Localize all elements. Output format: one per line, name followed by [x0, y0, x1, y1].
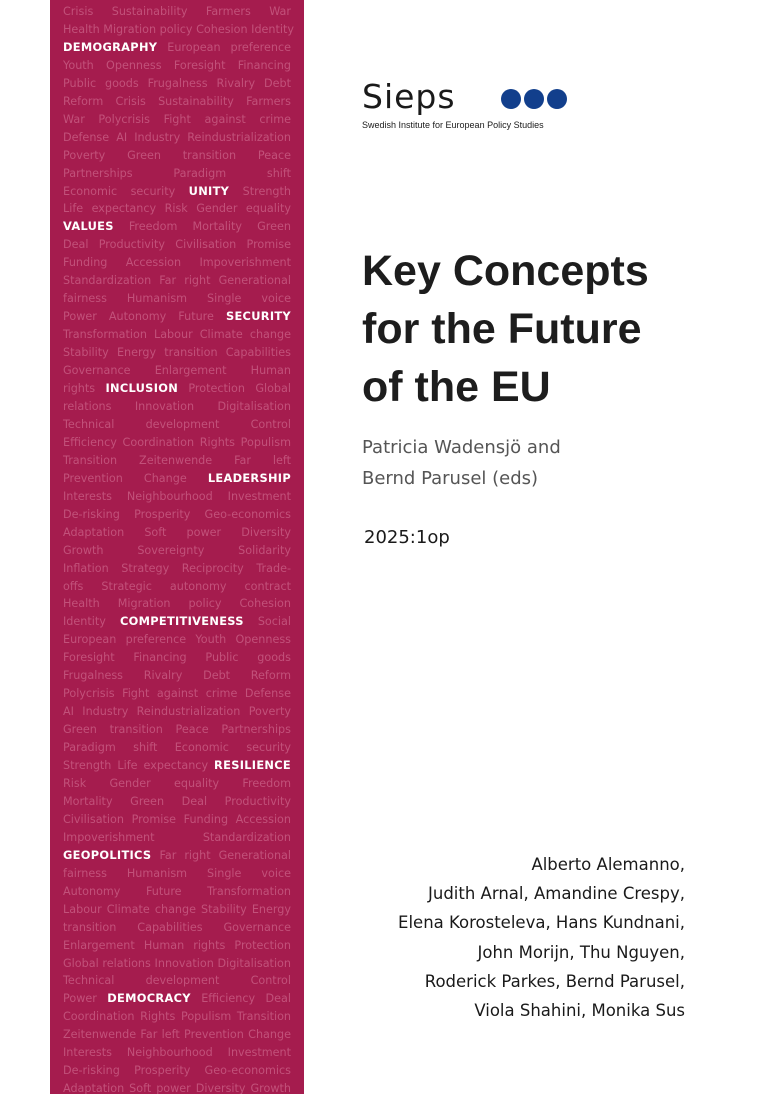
keyword-term: Risk: [164, 202, 188, 216]
keyword-term: Economic: [63, 184, 118, 198]
keyword-term: Interests: [63, 1046, 112, 1060]
keyword-term: Paradigm: [173, 166, 227, 180]
keyword-term: equality: [245, 202, 291, 216]
keyword-term: Social: [257, 615, 291, 629]
keyword-term: Autonomy: [108, 310, 167, 324]
keyword-term: Farmers: [205, 5, 251, 18]
authors-line: Roderick Parkes, Bernd Parusel,: [424, 971, 685, 991]
wordcloud-line: [63, 811, 291, 829]
keyword-term: Change: [143, 471, 187, 485]
keyword-term: Deal: [265, 992, 292, 1006]
title-line: Key Concepts: [362, 247, 649, 295]
keyword-term: Growth: [63, 543, 104, 557]
wordcloud-line: [63, 21, 295, 39]
keyword-term: Humanism: [126, 292, 188, 306]
keyword-term: Future: [178, 310, 214, 324]
editors: [362, 432, 561, 494]
keyword-highlight: SECURITY: [225, 309, 291, 324]
wordcloud-line: [63, 883, 291, 901]
keyword-term: Cohesion: [239, 597, 291, 611]
keyword-term: Public: [205, 651, 239, 665]
keyword-highlight: UNITY: [188, 183, 230, 198]
keyword-term: Reform: [250, 669, 292, 683]
keyword-term: Inflation: [63, 561, 109, 575]
wordcloud-line: [63, 775, 291, 793]
keyword-term: expectancy: [91, 202, 157, 216]
keyword-term: Partnerships: [63, 166, 133, 180]
keyword-term: Control: [250, 974, 292, 988]
keyword-term: Freedom: [128, 220, 178, 234]
keyword-term: Impoverishment: [63, 830, 155, 844]
keyword-term: Health: [63, 597, 100, 611]
keyword-term: Transformation Labour Climate change: [63, 328, 291, 342]
keyword-term: Mortality: [63, 794, 113, 808]
wordcloud-line: [63, 955, 291, 973]
keyword-term: Sovereignty: [137, 543, 205, 557]
authors-line: Judith Arnal, Amandine Crespy,: [428, 884, 685, 904]
keyword-term: Autonomy: [63, 884, 121, 898]
keyword-term: Neighbourhood: [126, 1046, 213, 1060]
keyword-cloud: [63, 3, 295, 1094]
wordcloud-line: [63, 39, 291, 57]
keyword-term: Capabilities: [137, 920, 203, 934]
keyword-term: Migration: [117, 597, 171, 611]
wordcloud-line: [63, 613, 291, 631]
wordcloud-line: [63, 685, 291, 703]
title-line: of the EU: [362, 363, 551, 411]
authors-line: John Morijn, Thu Nguyen,: [477, 942, 685, 962]
authors-line: Viola Shahini, Monika Sus: [474, 1001, 685, 1021]
keyword-term: security: [246, 741, 291, 755]
wordcloud-line: [63, 560, 291, 578]
keyword-term: autonomy: [169, 579, 227, 593]
wordcloud-line: [63, 362, 291, 380]
keyword-highlight: DEMOGRAPHY: [63, 39, 158, 54]
wordcloud-line: [63, 3, 291, 21]
keyword-term: transition: [63, 920, 117, 934]
keyword-term: War: [63, 112, 85, 126]
keyword-highlight: RESILIENCE: [214, 758, 291, 773]
logo-dots: [501, 89, 567, 109]
editors-line: Bernd Parusel (eds): [362, 468, 539, 489]
keyword-term: Green: [257, 220, 291, 234]
keyword-term: Governance: [223, 920, 292, 934]
keyword-term: European preference: [167, 40, 291, 54]
wordcloud-line: [63, 470, 291, 488]
keyword-term: Crisis: [63, 5, 94, 18]
keyword-term: left: [272, 453, 291, 467]
wordcloud-line: [63, 847, 291, 865]
keyword-term: crime: [259, 112, 291, 126]
wordcloud-line: [63, 793, 291, 811]
keyword-term: Paradigm: [63, 741, 116, 755]
wordcloud-line: [63, 919, 291, 937]
wordcloud-line: [63, 901, 291, 919]
keyword-term: Deal: [181, 794, 208, 808]
keyword-term: Adaptation: [63, 525, 125, 539]
wordcloud-line: [63, 200, 291, 218]
keyword-term: relations: [63, 399, 112, 413]
keyword-term: Rivalry: [216, 76, 256, 90]
keyword-term: Trade-: [256, 561, 292, 575]
wordcloud-line: [63, 93, 291, 111]
keyword-term: Risk: [63, 776, 87, 790]
keyword-term: Geo-economics: [204, 1064, 291, 1078]
keyword-term: Zeitenwende: [139, 453, 213, 467]
keyword-highlight: COMPETITIVENESS: [119, 614, 244, 629]
wordcloud-line: [63, 972, 291, 990]
keyword-term: Poverty: [63, 148, 106, 162]
keyword-term: Strategic: [101, 579, 152, 593]
keyword-term: Geo-economics: [204, 507, 291, 521]
keyword-term: Deal: [63, 238, 89, 252]
wordcloud-line: [63, 165, 291, 183]
keyword-term: Standardization: [63, 274, 152, 288]
wordcloud-line: [63, 595, 291, 613]
keyword-term: Civilisation: [175, 238, 237, 252]
wordcloud-line: [63, 398, 291, 416]
keyword-term: De-risking: [63, 1064, 120, 1078]
keyword-term: Protection: [188, 382, 245, 396]
keyword-term: Identity: [63, 615, 106, 629]
keyword-term: Reform: [63, 94, 104, 108]
keyword-term: Transition: [63, 453, 118, 467]
wordcloud-line: [63, 236, 291, 254]
wordcloud-line: [63, 272, 291, 290]
keyword-term: fairness: [63, 292, 107, 306]
wordcloud-line: [63, 129, 291, 147]
wordcloud-line: [63, 57, 291, 75]
logo-wordmark: Sieps: [362, 77, 456, 116]
keyword-term: Frugalness: [147, 76, 208, 90]
keyword-term: Funding: [63, 256, 108, 270]
keyword-term: fairness: [63, 866, 107, 880]
keyword-term: Efficiency Coordination Rights Populism: [63, 435, 291, 449]
keyword-term: Governance: [63, 364, 131, 378]
keyword-term: Prosperity: [134, 1064, 191, 1078]
keyword-term: Fight: [163, 112, 191, 126]
wordcloud-line: [63, 578, 291, 596]
keyword-term: Soft: [144, 525, 167, 539]
logo-dot-icon: [501, 89, 521, 109]
keyword-term: Prevention: [63, 471, 123, 485]
keyword-term: Productivity: [98, 238, 166, 252]
wordcloud-line: [63, 434, 291, 452]
wordcloud-line: [63, 290, 291, 308]
wordcloud-line: [63, 1080, 291, 1094]
keyword-term: Standardization: [202, 830, 291, 844]
keyword-term: Financing: [237, 58, 291, 72]
keyword-highlight: LEADERSHIP: [207, 470, 291, 485]
keyword-term: Far: [234, 453, 251, 467]
wordcloud-line: [63, 344, 291, 362]
wordcloud-line: [63, 308, 291, 326]
wordcloud-line: [63, 75, 291, 93]
keyword-term: Future: [145, 884, 182, 898]
logo-dot-icon: [524, 89, 544, 109]
keyword-term: Economic: [174, 741, 229, 755]
keyword-term: Productivity: [224, 794, 291, 808]
keyword-term: Coordination Rights Populism Transition: [63, 1010, 291, 1024]
keyword-term: Diversity: [241, 525, 292, 539]
wordcloud-line: [63, 218, 291, 236]
keyword-term: Rivalry: [143, 669, 183, 683]
wordcloud-line: [63, 326, 291, 344]
keyword-term: Zeitenwende Far left Prevention Change: [63, 1028, 291, 1042]
sieps-logo: [362, 77, 544, 130]
wordcloud-line: [63, 111, 291, 129]
wordcloud-line: [63, 183, 291, 201]
wordcloud-line: [63, 757, 291, 775]
logo-subtitle: Swedish Institute for European Policy Studies: [362, 120, 544, 130]
keyword-term: Sustainability: [158, 94, 234, 108]
keyword-term: power: [186, 525, 222, 539]
wordcloud-line: [63, 488, 291, 506]
keyword-term: Power: [63, 992, 97, 1006]
wordcloud-line: [63, 524, 291, 542]
keyword-term: goods: [257, 651, 291, 665]
keyword-term: European preference Youth Openness: [63, 633, 291, 647]
keyword-term: Strength Life expectancy: [63, 759, 209, 773]
keyword-term: Single: [207, 866, 242, 880]
keyword-term: policy: [188, 597, 222, 611]
logo-dot-icon: [547, 89, 567, 109]
keyword-term: Strength: [242, 184, 292, 198]
keyword-term: Crisis: [115, 94, 146, 108]
keyword-term: shift: [133, 741, 158, 755]
wordcloud-line: [63, 147, 291, 165]
wordcloud-line: [63, 937, 291, 955]
wordcloud-line: [63, 739, 291, 757]
keyword-term: development: [145, 417, 220, 431]
keyword-term: War: [269, 5, 292, 18]
wordcloud-line: [63, 703, 291, 721]
keyword-term: Gender: [109, 776, 151, 790]
keyword-term: Health Migration policy Cohesion Identity: [63, 22, 295, 36]
wordcloud-line: [63, 506, 291, 524]
keyword-term: Debt: [264, 76, 292, 90]
editors-line: Patricia Wadensjö and: [362, 437, 561, 458]
keyword-term: Polycrisis Fight against crime Defense: [63, 687, 291, 701]
keyword-term: shift: [266, 166, 292, 180]
authors-line: Elena Korosteleva, Hans Kundnani,: [398, 913, 685, 933]
wordcloud-line: [63, 990, 291, 1008]
keyword-term: Strategy: [121, 561, 170, 575]
keyword-term: Technical: [63, 974, 115, 988]
keyword-term: Civilisation Promise Funding Accession: [63, 812, 291, 826]
keyword-term: Polycrisis: [98, 112, 150, 126]
wordcloud-line: [63, 416, 291, 434]
keyword-term: Foresight: [63, 651, 115, 665]
wordcloud-line: [63, 865, 291, 883]
keyword-term: Reciprocity: [181, 561, 244, 575]
keyword-term: Youth: [63, 58, 94, 72]
keyword-term: Innovation: [134, 399, 195, 413]
keyword-term: Humanism: [126, 866, 188, 880]
keyword-term: equality: [173, 776, 220, 790]
wordcloud-line: [63, 254, 291, 272]
keyword-term: Transformation: [207, 884, 292, 898]
wordcloud-line: [63, 721, 291, 739]
keyword-term: Digitalisation: [217, 399, 291, 413]
keyword-term: transition: [182, 148, 237, 162]
keyword-term: Promise: [246, 238, 291, 252]
keyword-term: Adaptation Soft power Diversity Growth: [63, 1082, 291, 1094]
keyword-term: Defense AI Industry Reindustrialization: [63, 130, 291, 144]
keyword-term: Neighbourhood: [126, 489, 213, 503]
keyword-term: Far right Generational: [159, 848, 291, 862]
wordcloud-line: [63, 1044, 291, 1062]
wordcloud-line: [63, 829, 291, 847]
keyword-term: Human: [250, 364, 292, 378]
keyword-term: development: [145, 974, 220, 988]
keyword-term: voice: [261, 866, 291, 880]
keyword-term: Enlargement Human rights Protection: [63, 938, 291, 952]
keyword-term: Farmers: [246, 94, 291, 108]
keyword-term: Global relations Innovation Digitalisation: [63, 956, 291, 970]
keyword-term: Investment: [227, 1046, 292, 1060]
keyword-term: Control: [250, 417, 292, 431]
authors-list: [398, 850, 685, 1025]
keyword-term: Openness: [106, 58, 162, 72]
keyword-term: Impoverishment: [199, 256, 292, 270]
keyword-term: Power: [63, 310, 97, 324]
keyword-term: Global: [255, 382, 291, 396]
wordcloud-line: [63, 667, 291, 685]
keyword-term: Peace: [257, 148, 291, 162]
keyword-term: Green: [127, 148, 161, 162]
keyword-term: Interests: [63, 489, 112, 503]
keyword-term: Debt: [203, 669, 231, 683]
keyword-term: Investment: [227, 489, 292, 503]
keyword-term: Foresight: [173, 58, 226, 72]
keyword-highlight: VALUES: [63, 219, 114, 234]
keyword-term: Green: [130, 794, 165, 808]
keyword-highlight: INCLUSION: [105, 381, 179, 396]
series-number: 2025:1op: [364, 527, 450, 548]
authors-line: Alberto Alemanno,: [531, 855, 685, 874]
keyword-highlight: DEMOCRACY: [107, 991, 191, 1006]
keyword-term: Gender: [196, 202, 238, 216]
keyword-term: Sustainability: [111, 5, 188, 18]
keyword-term: Mortality: [192, 220, 243, 234]
keyword-term: AI Industry Reindustrialization Poverty: [63, 705, 291, 719]
wordcloud-line: [63, 631, 291, 649]
keyword-term: Accession: [125, 256, 182, 270]
keyword-term: Public goods: [63, 76, 139, 90]
keyword-highlight: GEOPOLITICS: [63, 847, 152, 862]
wordcloud-line: [63, 1026, 291, 1044]
keyword-term: Financing: [133, 651, 187, 665]
wordcloud-line: [63, 1062, 291, 1080]
title-line: for the Future: [362, 305, 642, 353]
keyword-term: Green transition Peace Partnerships: [63, 723, 291, 737]
report-title: [362, 242, 742, 416]
keyword-term: offs: [63, 579, 84, 593]
keyword-term: against: [204, 112, 246, 126]
keyword-term: Efficiency: [201, 992, 256, 1006]
wordcloud-line: [63, 649, 291, 667]
wordcloud-line: [63, 380, 291, 398]
keyword-term: Solidarity: [238, 543, 291, 557]
keyword-term: Labour Climate change Stability Energy: [63, 902, 291, 916]
keyword-term: Frugalness: [63, 669, 124, 683]
keyword-term: Life: [63, 202, 84, 216]
keyword-term: Single: [207, 292, 242, 306]
cover-band: [50, 0, 304, 1094]
keyword-term: Freedom: [242, 776, 291, 790]
wordcloud-line: [63, 452, 291, 470]
keyword-term: Technical: [63, 417, 115, 431]
wordcloud-line: [63, 1008, 291, 1026]
keyword-term: Stability Energy transition Capabilities: [63, 346, 291, 360]
keyword-term: Generational: [218, 274, 291, 288]
keyword-term: De-risking: [63, 507, 120, 521]
keyword-term: security: [130, 184, 176, 198]
keyword-term: Enlargement: [154, 364, 227, 378]
keyword-term: Far right: [159, 274, 211, 288]
keyword-term: contract: [244, 579, 291, 593]
wordcloud-line: [63, 542, 291, 560]
keyword-term: Prosperity: [134, 507, 191, 521]
keyword-term: rights: [63, 382, 96, 396]
keyword-term: voice: [261, 292, 291, 306]
